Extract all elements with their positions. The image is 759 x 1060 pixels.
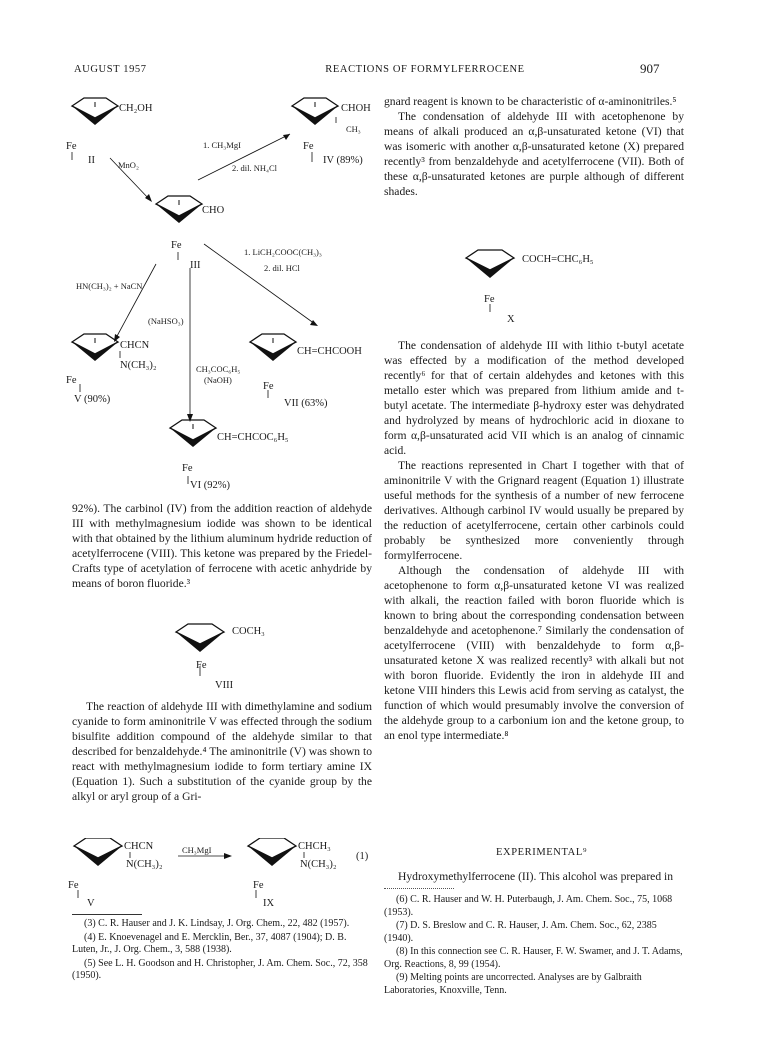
paragraph: The condensation of aldehyde III with lithio t-butyl acetate was effected by a modification of the method developed recently⁶ for that of certain aldehydes and ketones with this metallo ester which was prepared from lithium amide and t-butyl acetate. The intermediate β-hydroxy ester was dehydrated and hydrolyzed by means of hydrochloric acid in dioxane to form α,β-unsaturated acid VII which is an analog of cinnamic acid. — [384, 339, 684, 457]
struct-viii-substituent: COCH₃ — [232, 626, 265, 637]
struct-iv-fe: Fe — [303, 141, 314, 152]
struct-ii-label: II — [88, 155, 95, 166]
reagent-lithio-ester: 1. LiCH₂COOC(CH₃)₃ — [244, 247, 322, 257]
paragraph: The condensation of aldehyde III with acetophenone by means of alkali produced an α,β-unsaturated ketone (VI) that was isomeric with another α,β-unsaturated ketone (X) prepared recently³ from benzaldehyde and acetylferrocene (VII). Both of these α,β-unsaturated ketones are purple although of different shades. — [384, 110, 684, 198]
reagent-dil-hcl: 2. dil. HCl — [264, 263, 300, 273]
right-column-text-2 — [384, 338, 684, 743]
footnote-9: (9) Melting points are uncorrected. Analyses are by Galbraith Laboratories, Knoxville, Tenn. — [384, 972, 642, 996]
structure-x — [464, 248, 524, 318]
footnote-3: (3) C. R. Hauser and J. K. Lindsay, J. Org. Chem., 22, 482 (1957). — [84, 918, 350, 929]
running-header-date: AUGUST 1957 — [74, 64, 147, 75]
footnote-6: (6) C. R. Hauser and W. H. Puterbaugh, J. Am. Chem. Soc., 75, 1068 (1953). — [384, 894, 673, 918]
eq1-ix-amine: N(CH₃)₂ — [300, 859, 337, 870]
paragraph: 92%). The carbinol (IV) from the addition reaction of aldehyde III with methylmagnesium iodide was shown to be identical with that obtained by the lithium aluminum hydride reduction of acetylferrocene (VIII). This ketone was prepared by the Friedel-Crafts type of acetylation of ferrocene with acetic anhydride by means of boron fluoride.³ — [72, 502, 372, 590]
struct-vii-fe: Fe — [263, 381, 274, 392]
struct-iv-methyl: CH₃ — [346, 124, 361, 134]
equation-number: (1) — [356, 851, 369, 862]
struct-v-amine: N(CH₃)₂ — [120, 360, 157, 371]
struct-viii-fe: Fe — [196, 660, 207, 671]
struct-viii-label: VIII — [215, 680, 234, 691]
struct-vi-label: VI (92%) — [190, 480, 230, 491]
struct-v-substituent: CHCN — [120, 340, 150, 351]
footnote-4: (4) E. Knoevenagel and E. Mercklin, Ber., 37, 4087 (1904); D. B. Luten, Jr., J. Org. Chem., 3, 588 (1938). — [72, 931, 347, 955]
reagent-naoh: (NaOH) — [204, 375, 232, 385]
page-number: 907 — [640, 61, 660, 76]
reagent-step-2: 2. dil. NH₄Cl — [232, 163, 277, 173]
struct-vii-label: VII (63%) — [284, 398, 328, 409]
struct-vi-substituent: CH=CHCOC₆H₅ — [217, 432, 289, 443]
paragraph: The reaction of aldehyde III with dimethylamine and sodium cyanide to form aminonitrile V was effected through the sodium bisulfite addition compound of the aldehyde similar to that described for benzaldehyde.⁴ The aminonitrile (V) was shown to react with methylmagnesium iodide to form tertiary amine IX (Equation 1). Such a substitution of the cyanide group by the alkyl or aryl group of a Gri- — [72, 700, 372, 803]
footnote-7: (7) D. S. Breslow and C. R. Hauser, J. Am. Chem. Soc., 62, 2385 (1940). — [384, 920, 657, 944]
reagent-hn-nacn: HN(CH₃)₂ + NaCN — [76, 281, 143, 291]
eq1-v-fe: Fe — [68, 880, 79, 891]
struct-iv-substituent: CHOH — [341, 103, 371, 114]
struct-vii-substituent: CH=CHCOOH — [297, 346, 362, 357]
footnote-rule-left — [72, 914, 142, 915]
experimental-text — [384, 869, 684, 884]
struct-iv-label: IV (89%) — [323, 155, 363, 166]
struct-v-fe: Fe — [66, 375, 77, 386]
struct-ii-substituent: CH₂OH — [119, 103, 153, 114]
left-column-text-2 — [72, 699, 372, 804]
right-column-text-1 — [384, 94, 684, 199]
struct-x-label: X — [507, 314, 515, 325]
paragraph: gnard reagent is known to be characteristic of α-aminonitriles.⁵ — [384, 95, 677, 108]
struct-iii-substituent: CHO — [202, 205, 225, 216]
eq1-v-label: V — [87, 898, 95, 909]
paragraph: Hydroxymethylferrocene (II). This alcohol was prepared in — [398, 870, 674, 883]
eq1-ix-label: IX — [263, 898, 275, 909]
reagent-mno2: MnO₂ — [118, 160, 139, 170]
struct-v-label: V (90%) — [74, 394, 111, 405]
paragraph: Although the condensation of aldehyde III with acetophenone to form α,β-unsaturated ketone VI was realized with alkali, the reaction failed with boron fluoride which is known to bring about the corresponding condensation between benzaldehyde and acetophenone.⁷ Similarly the condensation of acetylferrocene (VIII) with benzaldehyde to form α,β-unsaturated ketone X was realized recently³ with alkali but not with boron fluoride. Evidently the iron in aldehyde III and ketone VIII hinders this Lewis acid from serving as catalyst, the function of which would presumably involve the conversion of the aldehyde group to a carbonium ion and the ketone group, to an enol type intermediate.⁸ — [384, 564, 684, 742]
footnote-5: (5) See L. H. Goodson and H. Christopher, J. Am. Chem. Soc., 72, 358 (1950). — [72, 957, 368, 981]
paragraph: The reactions represented in Chart I together with that of aminonitrile V with the Grignard reagent (Equation 1) illustrate useful methods for the synthesis of a number of new ferrocene derivatives. Although carbinol IV would usually be prepared by the reduction of acetylferrocene, certain other carbinols could probably be synthesized more conveniently through formylferrocene. — [384, 459, 684, 562]
reagent-nahso3: (NaHSO₃) — [148, 316, 184, 326]
eq1-reagent: CH₃MgI — [182, 845, 212, 855]
struct-x-substituent: COCH=CHC₆H₅ — [522, 254, 594, 265]
eq1-ix-substituent: CHCH₃ — [298, 841, 331, 852]
footnote-8: (8) In this connection see C. R. Hauser, F. W. Swamer, and J. T. Adams, Org. Reactions, 8, 99 (1954). — [384, 946, 683, 970]
eq1-ix-fe: Fe — [253, 880, 264, 891]
struct-vi-fe: Fe — [182, 463, 193, 474]
structure-viii — [174, 622, 234, 682]
eq1-v-substituent: CHCN — [124, 841, 154, 852]
struct-x-fe: Fe — [484, 294, 495, 305]
struct-iii-label: III — [190, 260, 201, 271]
section-heading-experimental: EXPERIMENTAL⁹ — [496, 847, 588, 858]
struct-iii-fe: Fe — [171, 240, 182, 251]
footnotes-right — [384, 894, 684, 998]
left-column-text-1 — [72, 501, 372, 591]
struct-ii-fe: Fe — [66, 141, 77, 152]
footnote-rule-right — [384, 888, 454, 889]
reagent-step-1: 1. CH₃MgI — [203, 140, 241, 150]
eq1-v-amine: N(CH₃)₂ — [126, 859, 163, 870]
reagent-acetophenone: CH₃COC₆H₅ — [196, 364, 241, 374]
running-header-title: REACTIONS OF FORMYLFERROCENE — [325, 64, 525, 75]
equation-1-structures — [70, 838, 380, 908]
footnotes-left — [72, 918, 372, 984]
